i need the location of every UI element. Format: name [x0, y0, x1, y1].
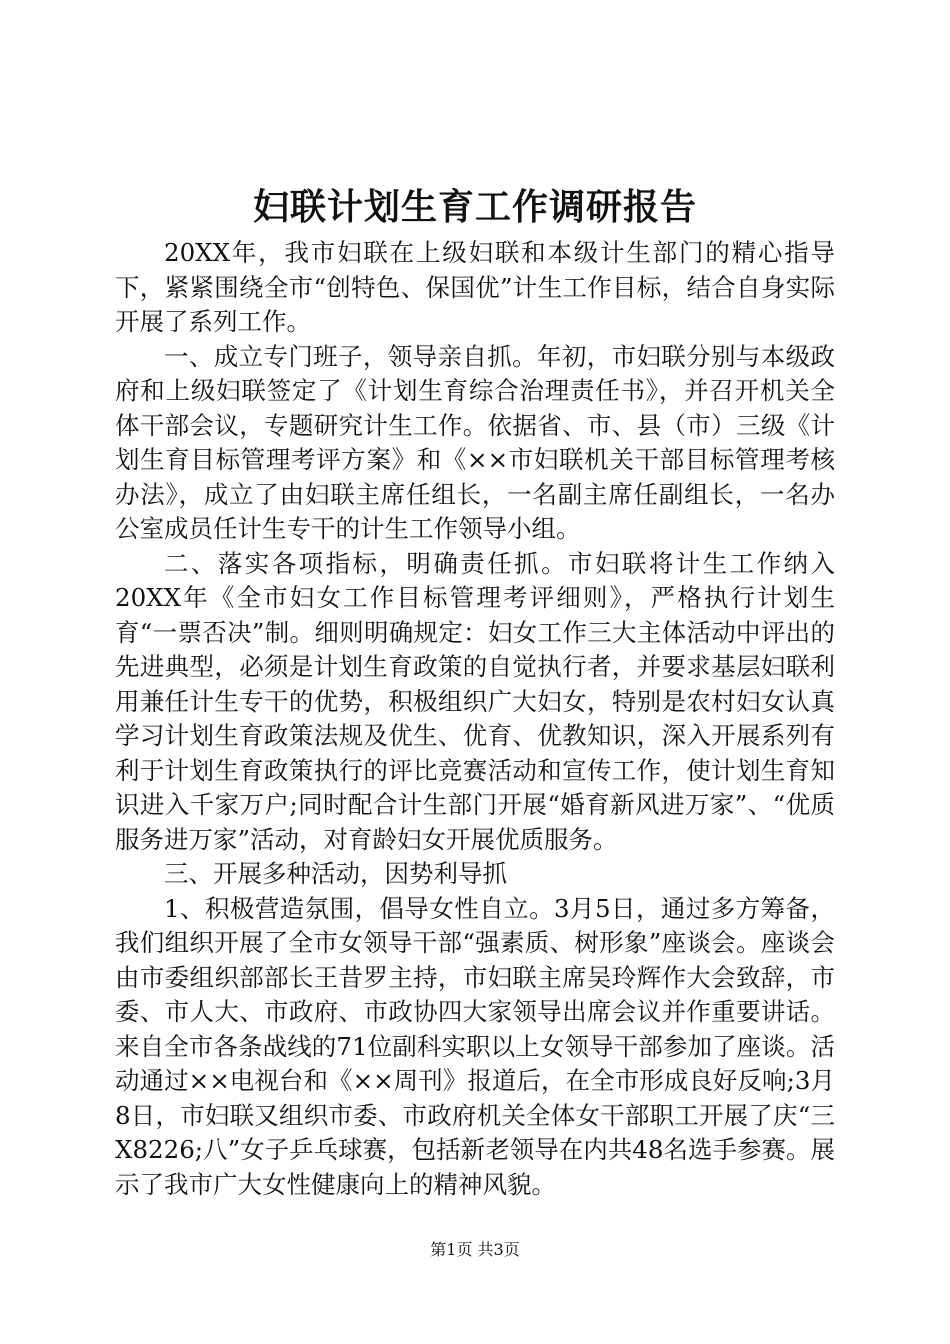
page-footer: 第1页 共3页 [430, 1240, 520, 1259]
paragraph-section-1: 一、成立专门班子，领导亲自抓。年初，市妇联分别与本级政府和上级妇联签定了《计划生育综合治理责任书》，并召开机关全体干部会议，专题研究计生工作。依据省、市、县（市）三级《计划生育目标管理考评方案》和《××市妇联机关干部目标管理考核办法》，成立了由妇联主席任组长，一名副主席任副组长，一名办公室成员任计生专干的计生工作领导小组。 [115, 341, 835, 543]
paragraph-intro: 20XX年，我市妇联在上级妇联和本级计生部门的精心指导下，紧紧围绕全市“创特色、保国优”计生工作目标，结合自身实际开展了系列工作。 [115, 238, 835, 336]
paragraph-section-3-heading: 三、开展多种活动，因势利导抓 [164, 859, 507, 888]
document-body [115, 236, 835, 1202]
document-title: 妇联计划生育工作调研报告 [252, 187, 697, 228]
paragraph-section-3-item-1: 1、积极营造氛围，倡导女性自立。3月5日，通过多方筹备，我们组织开展了全市女领导干部“强素质、树形象”座谈会。座谈会由市委组织部部长王昔罗主持，市妇联主席吴玲辉作大会致辞，市委、市人大、市政府、市政协四大家领导出席会议并作重要讲话。来自全市各条战线的71位副科实职以上女领导干部参加了座谈。活动通过××电视台和《××周刊》报道后，在全市形成良好反响;3月8日，市妇联又组织市委、市政府机关全体女干部职工开展了庆“三X8226;八”女子乒乓球赛，包括新老领导在内共48名选手参赛。展示了我市广大女性健康向上的精神风貌。 [115, 893, 835, 1199]
paragraph-section-2: 二、落实各项指标，明确责任抓。市妇联将计生工作纳入20XX年《全市妇女工作目标管理考评细则》，严格执行计划生育“一票否决”制。细则明确规定：妇女工作三大主体活动中评出的先进典型，必须是计划生育政策的自觉执行者，并要求基层妇联利用兼任计生专干的优势，积极组织广大妇女，特别是农村妇女认真学习计划生育政策法规及优生、优育、优教知识，深入开展系列有利于计划生育政策执行的评比竞赛活动和宣传工作，使计划生育知识进入千家万户;同时配合计生部门开展“婚育新风进万家”、“优质服务进万家”活动，对育龄妇女开展优质服务。 [115, 548, 835, 854]
